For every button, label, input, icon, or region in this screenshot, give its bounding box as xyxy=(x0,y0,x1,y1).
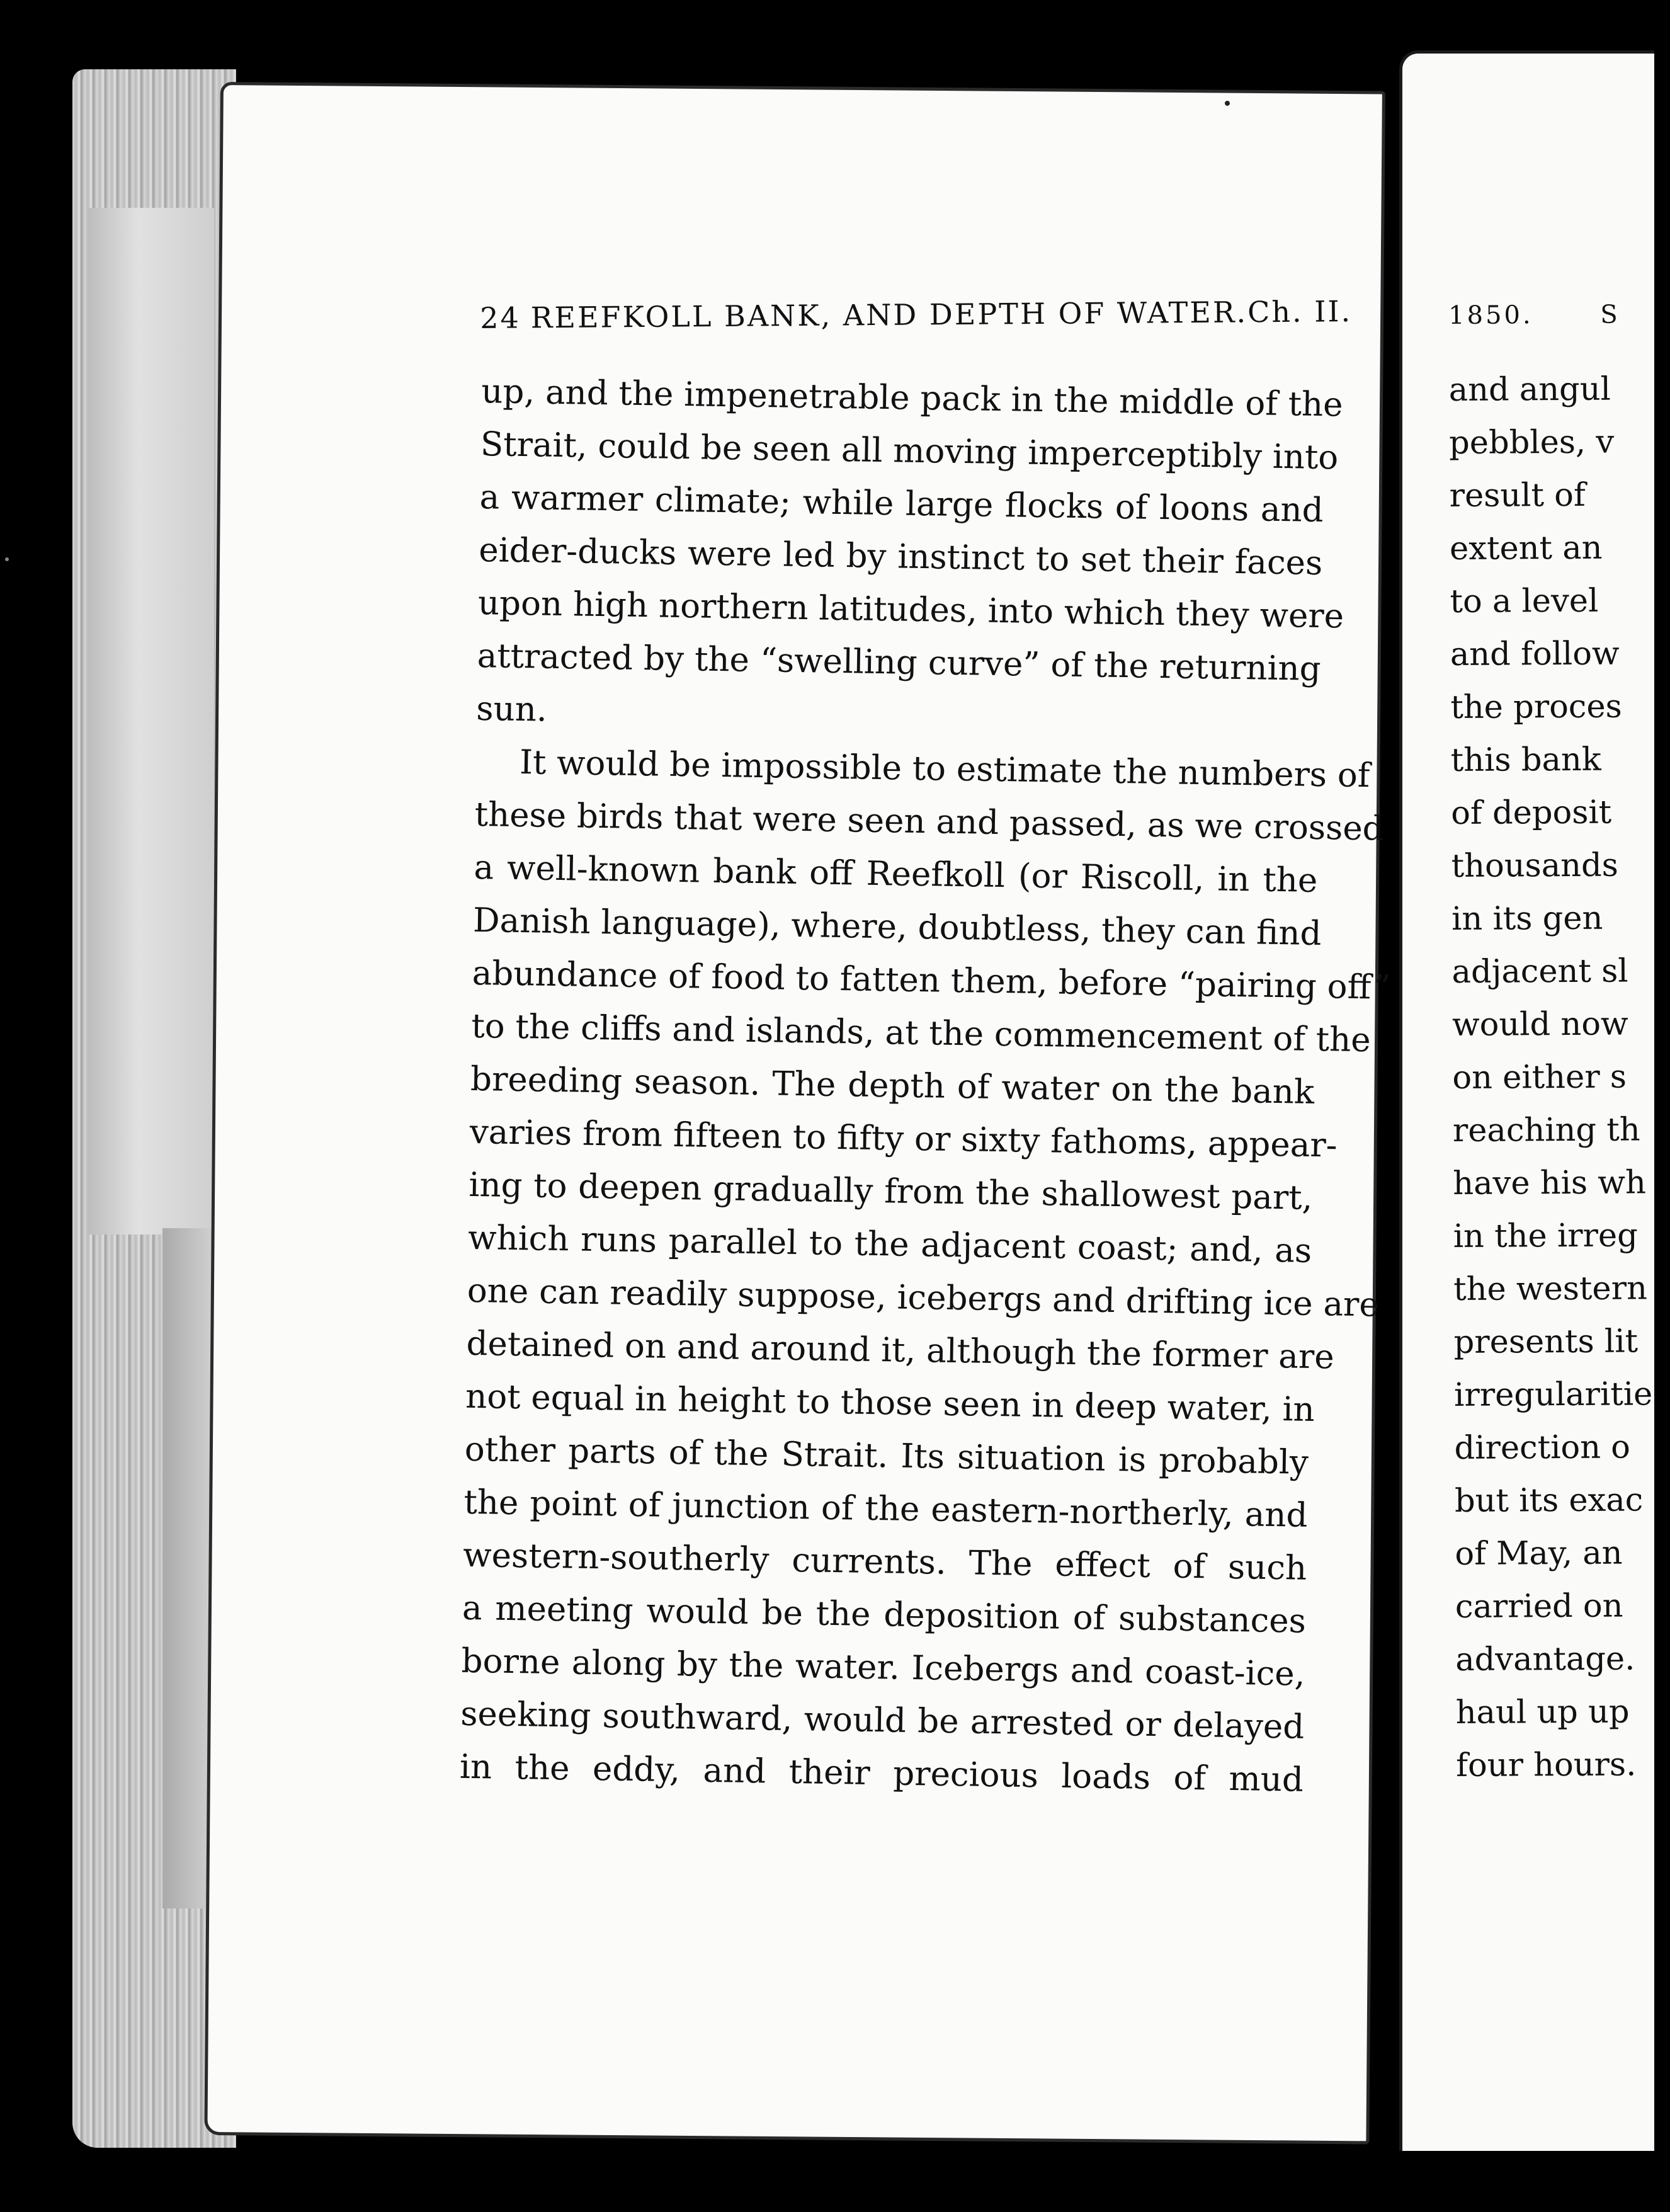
ink-speck xyxy=(5,557,9,561)
text-line: extent an xyxy=(1449,529,1603,567)
ink-speck xyxy=(1225,101,1230,106)
text-line: a well-known bank off Reefkoll (or Riscoll, in the xyxy=(473,848,1318,900)
left-page-body xyxy=(459,365,1391,1807)
text-line: abundance of food to fatten them, before “pairing off” xyxy=(472,954,1391,1007)
text-line: pebbles, v xyxy=(1449,423,1615,462)
text-line: a warmer climate; while large flocks of loons and xyxy=(479,477,1324,530)
text-line: the proces xyxy=(1450,688,1622,726)
right-year: 1850. xyxy=(1448,300,1533,330)
text-line: up, and the impenetrable pack in the middle of the xyxy=(480,372,1344,425)
text-line: a meeting would be the deposition of substances xyxy=(462,1588,1307,1641)
text-line: thousands xyxy=(1451,847,1618,885)
text-line: carried on xyxy=(1455,1587,1623,1626)
text-line: reaching th xyxy=(1452,1111,1640,1149)
text-line: Danish language), where, doubtless, they can find xyxy=(472,901,1322,954)
text-line: on either s xyxy=(1452,1058,1627,1097)
text-line: in its gen xyxy=(1451,899,1603,938)
text-line: the western xyxy=(1453,1270,1648,1308)
bookmark-strip xyxy=(88,208,214,1234)
text-line: the point of junction of the eastern-northerly, and xyxy=(463,1483,1308,1535)
text-line: western-southerly currents. The effect of such xyxy=(462,1536,1307,1588)
text-line: adjacent sl xyxy=(1451,952,1628,991)
text-line: result of xyxy=(1449,476,1586,515)
text-line: breeding season. The depth of water on the bank xyxy=(470,1059,1315,1112)
text-line: ing to deepen gradually from the shallowest part, xyxy=(469,1165,1313,1217)
text-line: and follow xyxy=(1450,635,1620,673)
text-line: detained on and around it, although the former are xyxy=(466,1324,1335,1377)
text-line: sun. xyxy=(475,689,548,729)
text-line: presents lit xyxy=(1453,1323,1639,1361)
text-line: irregularitie xyxy=(1453,1376,1653,1414)
text-line: advantage. xyxy=(1455,1640,1635,1679)
text-line: would now xyxy=(1451,1005,1628,1044)
text-line: not equal in height to those seen in deep water, in xyxy=(465,1377,1315,1429)
text-line: which runs parallel to the adjacent coast; and, as xyxy=(467,1218,1312,1270)
text-line: eider-ducks were led by instinct to set their faces xyxy=(478,530,1323,583)
text-line: of May, an xyxy=(1455,1534,1623,1573)
running-title: REEFKOLL BANK, AND DEPTH OF WATER. xyxy=(530,295,1248,335)
text-line: attracted by the “swelling curve” of the returning xyxy=(477,636,1322,688)
text-line: in the irreg xyxy=(1453,1217,1638,1255)
chapter-label: Ch. II. xyxy=(1247,294,1353,329)
text-line: other parts of the Strait. Its situation is probably xyxy=(464,1430,1309,1482)
text-line: Strait, could be seen all moving imperceptibly into xyxy=(480,425,1339,477)
text-line: of deposit xyxy=(1451,794,1612,832)
page-number: 24 xyxy=(480,300,521,335)
text-line: one can readily suppose, icebergs and drifting ice are xyxy=(467,1271,1380,1325)
right-head-fragment: S xyxy=(1600,300,1620,329)
text-line: in the eddy, and their precious loads of mud xyxy=(459,1747,1304,1799)
text-line: this bank xyxy=(1450,741,1601,779)
text-line: borne along by the water. Icebergs and coast-ice, xyxy=(461,1641,1305,1694)
right-page-body xyxy=(1448,300,1670,1793)
text-line: but its exac xyxy=(1454,1481,1644,1520)
left-running-head xyxy=(480,294,1353,335)
text-line: haul up up xyxy=(1455,1693,1630,1731)
text-line: upon high northern latitudes, into which they were xyxy=(477,583,1344,636)
text-line: direction o xyxy=(1454,1428,1631,1467)
text-line: four hours. xyxy=(1456,1746,1637,1784)
right-running-head xyxy=(1448,300,1663,364)
text-line: seeking southward, would be arrested or delayed xyxy=(460,1694,1305,1747)
text-line: have his wh xyxy=(1453,1164,1646,1202)
text-line: to the cliffs and islands, at the commencement of the xyxy=(471,1006,1372,1060)
text-line: and angul xyxy=(1448,370,1611,409)
text-line: varies from fifteen to fifty or sixty fathoms, appear- xyxy=(469,1112,1338,1165)
text-line: to a level xyxy=(1450,582,1599,620)
text-line: It would be impossible to estimate the numbers of xyxy=(519,743,1370,795)
text-line: these birds that were seen and passed, as we crossed xyxy=(474,795,1385,848)
